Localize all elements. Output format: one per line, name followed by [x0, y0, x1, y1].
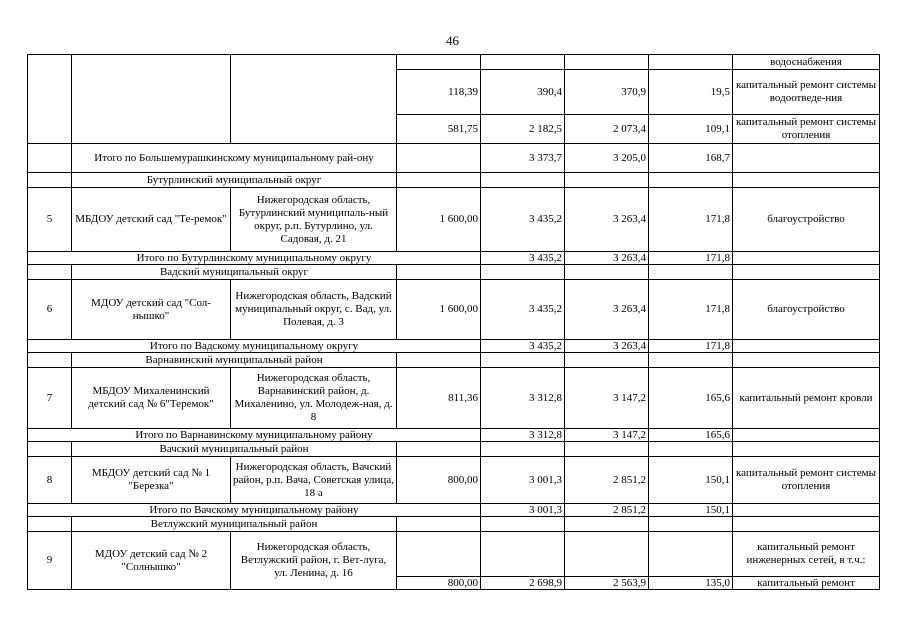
area-cell: 581,75	[397, 115, 481, 144]
area-cell: 118,39	[397, 70, 481, 115]
object-row	[28, 188, 880, 252]
local-cell: 19,5	[649, 70, 733, 115]
district-row	[28, 517, 880, 532]
institution-name: МДОУ детский сад № 2 "Солнышко"	[72, 532, 231, 590]
institution-name: МБДОУ Михаленинский детский сад № 6"Теремок"	[72, 368, 231, 429]
object-table	[27, 54, 880, 590]
address-cell: Нижегородская область, Ветлужский район, г. Вет-луга, ул. Ленина, д. 16	[231, 532, 397, 590]
regional-cell: 2 851,2	[565, 504, 649, 517]
purpose-cell: благоустройство	[733, 188, 880, 252]
purpose-cell: благоустройство	[733, 280, 880, 340]
purpose-cell: водоснабжения	[733, 55, 880, 70]
local-cell: 171,8	[649, 340, 733, 353]
area-cell: 811,36	[397, 368, 481, 429]
subtotal-label: Итого по Вадскому муниципальному округу	[28, 340, 481, 353]
local-cell: 165,6	[649, 429, 733, 442]
district-row	[28, 353, 880, 368]
regional-cell: 3 263,4	[565, 188, 649, 252]
regional-cell: 2 851,2	[565, 457, 649, 504]
subtotal-row	[28, 504, 880, 517]
address-cell: Нижегородская область, Бутурлинский муниципаль-ный округ, р.п. Бутурлино, ул. Садовая, д. 21	[231, 188, 397, 252]
total-cell: 3 373,7	[481, 144, 565, 173]
table-row	[28, 55, 880, 70]
regional-cell: 3 263,4	[565, 252, 649, 265]
total-cell: 3 435,2	[481, 252, 565, 265]
row-number: 7	[28, 368, 72, 429]
district-title: Вачский муниципальный район	[72, 442, 397, 457]
area-cell: 800,00	[397, 577, 481, 590]
area-cell: 1 600,00	[397, 188, 481, 252]
purpose-cell: капитальный ремонт	[733, 577, 880, 590]
object-row	[28, 280, 880, 340]
subtotal-row	[28, 252, 880, 265]
district-row	[28, 442, 880, 457]
subtotal-row	[28, 144, 880, 173]
page-number: 46	[446, 33, 459, 48]
district-row	[28, 173, 880, 188]
subtotal-label: Итого по Вачскому муниципальному району	[28, 504, 481, 517]
row-number: 9	[28, 532, 72, 590]
purpose-cell: капитальный ремонт системы водоотведе-ния	[733, 70, 880, 115]
local-cell: 168,7	[649, 144, 733, 173]
total-cell: 3 001,3	[481, 457, 565, 504]
total-cell: 3 435,2	[481, 280, 565, 340]
total-cell: 2 182,5	[481, 115, 565, 144]
address-cell: Нижегородская область, Вачский район, р.п. Вача, Советская улица, 18 а	[231, 457, 397, 504]
total-cell: 3 001,3	[481, 504, 565, 517]
district-title: Бутурлинский муниципальный округ	[72, 173, 397, 188]
institution-name: МБДОУ детский сад "Те-ремок"	[72, 188, 231, 252]
total-cell: 3 435,2	[481, 188, 565, 252]
regional-cell: 3 263,4	[565, 340, 649, 353]
total-cell: 2 698,9	[481, 577, 565, 590]
row-number: 6	[28, 280, 72, 340]
local-cell: 150,1	[649, 504, 733, 517]
regional-cell: 2 563,9	[565, 577, 649, 590]
object-row	[28, 457, 880, 504]
address-cell: Нижегородская область, Варнавинский район, д. Михаленино, ул. Молодеж-ная, д. 8	[231, 368, 397, 429]
row-number: 8	[28, 457, 72, 504]
total-cell: 3 312,8	[481, 368, 565, 429]
total-cell: 390,4	[481, 70, 565, 115]
purpose-cell: капитальный ремонт инженерных сетей, в т.ч.:	[733, 532, 880, 577]
total-cell: 3 435,2	[481, 340, 565, 353]
local-cell: 171,8	[649, 252, 733, 265]
district-title: Вадский муниципальный округ	[72, 265, 397, 280]
subtotal-label: Итого по Варнавинскому муниципальному району	[28, 429, 481, 442]
subtotal-label: Итого по Бутурлинскому муниципальному округу	[28, 252, 481, 265]
district-title: Ветлужский муниципальный район	[72, 517, 397, 532]
subtotal-row	[28, 340, 880, 353]
purpose-cell: капитальный ремонт системы отопления	[733, 457, 880, 504]
area-cell: 800,00	[397, 457, 481, 504]
district-row	[28, 265, 880, 280]
local-cell: 150,1	[649, 457, 733, 504]
subtotal-row	[28, 429, 880, 442]
regional-cell: 3 263,4	[565, 280, 649, 340]
object-row	[28, 368, 880, 429]
address-cell: Нижегородская область, Вадский муниципальный округ, с. Вад, ул. Полевая, д. 3	[231, 280, 397, 340]
regional-cell: 370,9	[565, 70, 649, 115]
regional-cell: 3 147,2	[565, 429, 649, 442]
regional-cell: 3 147,2	[565, 368, 649, 429]
area-cell: 1 600,00	[397, 280, 481, 340]
local-cell: 165,6	[649, 368, 733, 429]
row-number: 5	[28, 188, 72, 252]
local-cell: 135,0	[649, 577, 733, 590]
subtotal-label: Итого по Большемурашкинскому муниципальному рай-ону	[72, 144, 397, 173]
regional-cell: 2 073,4	[565, 115, 649, 144]
regional-cell: 3 205,0	[565, 144, 649, 173]
local-cell: 109,1	[649, 115, 733, 144]
object-row	[28, 532, 880, 577]
institution-name: МДОУ детский сад "Сол-нышко"	[72, 280, 231, 340]
local-cell: 171,8	[649, 280, 733, 340]
purpose-cell: капитальный ремонт системы отопления	[733, 115, 880, 144]
total-cell: 3 312,8	[481, 429, 565, 442]
institution-name: МБДОУ детский сад № 1 "Березка"	[72, 457, 231, 504]
district-title: Варнавинский муниципальный район	[72, 353, 397, 368]
local-cell: 171,8	[649, 188, 733, 252]
purpose-cell: капитальный ремонт кровли	[733, 368, 880, 429]
